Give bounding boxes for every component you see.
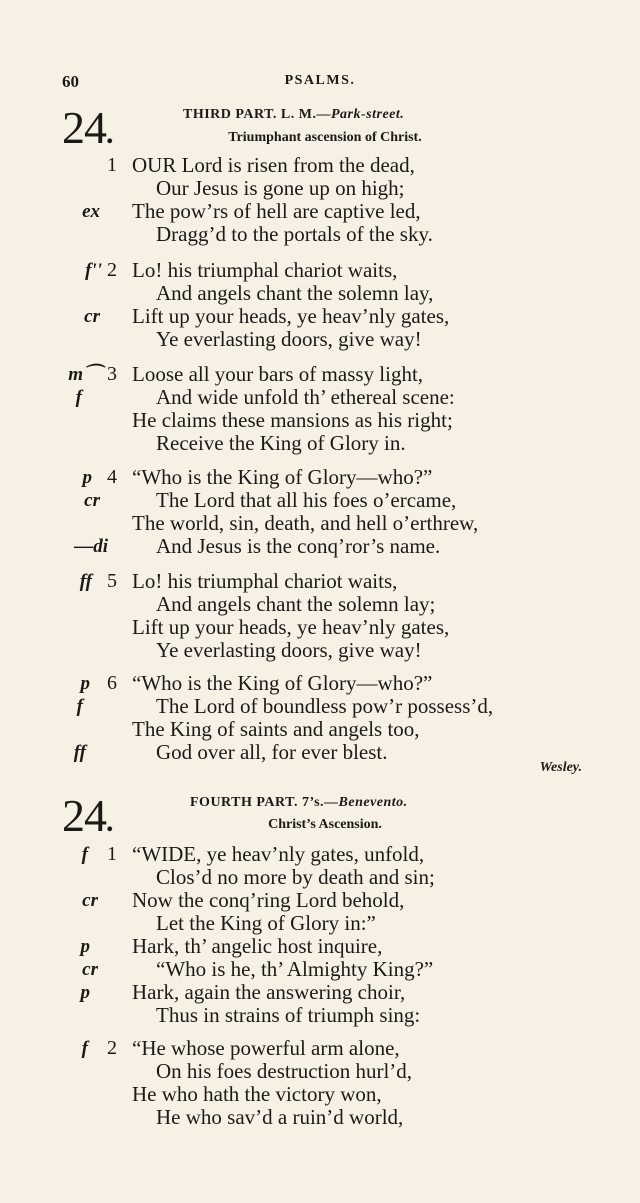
stanza-number: 3 (107, 363, 117, 385)
tune-name: Benevento. (338, 795, 408, 810)
stanza-number: 4 (107, 466, 117, 488)
verse-line: “Who is he, th’ Almighty King?” (156, 957, 434, 981)
verse-line: He who sav’d a ruin’d world, (156, 1105, 404, 1129)
dynamic-marking: m⌒ (68, 364, 102, 385)
verse-line: And Jesus is the conq’ror’s name. (156, 534, 441, 558)
dynamic-marking: cr (82, 890, 98, 911)
verse-line: Thus in strains of triumph sing: (156, 1003, 421, 1027)
verse-line: Lift up your heads, ye heav’nly gates, (132, 615, 450, 639)
verse-line: Now the conq’ring Lord behold, (132, 888, 405, 912)
author-attribution: Wesley. (539, 760, 582, 775)
verse-line: Ye everlasting doors, give way! (156, 327, 422, 351)
dynamic-marking: —di (74, 536, 108, 557)
verse-line: Let the King of Glory in:” (156, 911, 376, 935)
dynamic-marking: cr (84, 490, 100, 511)
dynamic-marking: p (80, 673, 90, 694)
stanza (0, 363, 640, 455)
verse-line: The Lord that all his foes o’ercame, (156, 488, 457, 512)
verse-line: Ye everlasting doors, give way! (156, 638, 422, 662)
stanza (0, 843, 640, 1027)
stanza (0, 570, 640, 662)
hymn-number: 24. (62, 790, 113, 841)
dynamic-marking: ff (73, 742, 86, 763)
dynamic-marking: f (81, 1038, 88, 1059)
stanza-number: 1 (107, 154, 117, 176)
verse-line: The King of saints and angels too, (132, 717, 420, 741)
stanza-number: 5 (107, 570, 117, 592)
hymn-number: 24. (62, 102, 113, 153)
hymn-part-meter-tune: THIRD PART. L. M.—Park-street. (183, 107, 405, 122)
stanza (0, 672, 640, 764)
dynamic-marking: p (82, 467, 92, 488)
verse-line: He who hath the victory won, (132, 1082, 382, 1106)
stanza-number: 2 (107, 259, 117, 281)
dynamic-marking: cr (82, 959, 98, 980)
verse-line: OUR Lord is risen from the dead, (132, 153, 415, 177)
stanza (0, 154, 640, 246)
verse-line: “Who is the King of Glory—who?” (132, 671, 433, 695)
stanza (0, 466, 640, 558)
verse-line: “Who is the King of Glory—who?” (132, 465, 433, 489)
dynamic-marking: f (81, 844, 88, 865)
stanza-number: 1 (107, 843, 117, 865)
verse-line: Lo! his triumphal chariot waits, (132, 569, 398, 593)
verse-line: The Lord of boundless pow’r possess’d, (156, 694, 494, 718)
verse-line: He claims these mansions as his right; (132, 408, 453, 432)
dynamic-marking: f (75, 387, 82, 408)
dynamic-marking: ex (82, 201, 100, 222)
verse-line: Loose all your bars of massy light, (132, 362, 424, 386)
dynamic-marking: p (80, 982, 90, 1003)
dynamic-marking: cr (84, 306, 100, 327)
dynamic-marking: f (76, 696, 83, 717)
verse-line: The world, sin, death, and hell o’erthrew, (132, 511, 479, 535)
running-title: PSALMS. (284, 73, 356, 88)
verse-line: And angels chant the solemn lay, (156, 281, 434, 305)
verse-line: Dragg’d to the portals of the sky. (156, 222, 433, 246)
verse-line: The pow’rs of hell are captive led, (132, 199, 421, 223)
verse-line: Hark, th’ angelic host inquire, (132, 934, 383, 958)
verse-line: “WIDE, ye heav’nly gates, unfold, (132, 842, 425, 866)
verse-line: And angels chant the solemn lay; (156, 592, 436, 616)
verse-line: And wide unfold th’ ethereal scene: (156, 385, 455, 409)
dynamic-marking: f'' (85, 260, 102, 281)
verse-line: Receive the King of Glory in. (156, 431, 406, 455)
verse-line: Lo! his triumphal chariot waits, (132, 258, 398, 282)
stanza-number: 6 (107, 672, 117, 694)
stanza (0, 1037, 640, 1129)
verse-line: Lift up your heads, ye heav’nly gates, (132, 304, 450, 328)
dynamic-marking: p (80, 936, 90, 957)
verse-line: God over all, for ever blest. (156, 740, 388, 764)
verse-line: On his foes destruction hurl’d, (156, 1059, 413, 1083)
hymn-subtitle: Triumphant ascension of Christ. (228, 130, 422, 145)
hymn-part-meter-tune: FOURTH PART. 7’s.—Benevento. (190, 795, 408, 810)
verse-line: Hark, again the answering choir, (132, 980, 406, 1004)
verse-line: “He whose powerful arm alone, (132, 1036, 400, 1060)
hymn-subtitle: Christ’s Ascension. (268, 817, 382, 832)
stanza-number: 2 (107, 1037, 117, 1059)
stanza (0, 259, 640, 351)
verse-line: Our Jesus is gone up on high; (156, 176, 405, 200)
tune-name: Park-street. (331, 107, 405, 122)
running-head (0, 72, 640, 94)
verse-line: Clos’d no more by death and sin; (156, 865, 435, 889)
dynamic-marking: ff (79, 571, 92, 592)
page-number: 60 (62, 72, 79, 91)
